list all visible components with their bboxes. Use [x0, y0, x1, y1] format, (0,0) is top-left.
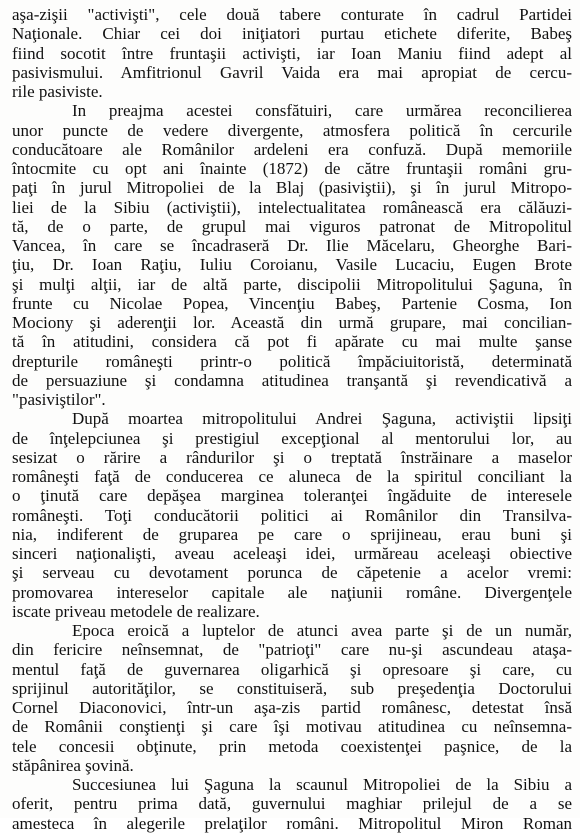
text-line: şi serveau cu devotament porunca de căpetenie a acelor vremi:: [12, 563, 572, 583]
text-line: sinceri naţionalişti, aveau aceleaşi idei, urmăreau aceleaşi obiective: [12, 544, 572, 563]
text-line: Succesiunea lui Şaguna la scaunul Mitropoliei de la Sibiu a: [72, 775, 572, 794]
text-line: tă în atitudini, considera că pot fi apărate cu mai multe şanse: [12, 332, 572, 352]
paragraph: [12, 775, 572, 833]
text-line: nia, indiferent de gruparea pe care o sprijineau, erau buni şi: [12, 524, 572, 544]
text-line: unor puncte de vedere divergente, atmosfera politică în cercurile: [12, 120, 572, 140]
text-line: Epoca eroică a luptelor de atunci avea parte şi de un număr,: [72, 621, 572, 640]
text-line: rile pasiviste.: [12, 82, 103, 101]
paragraph: [12, 5, 572, 101]
text-line: Naţionale. Chiar cei doi iniţiatori purtau etichete diferite, Babeş: [12, 24, 572, 44]
paragraph: [12, 101, 572, 409]
text-line: tele concesii obţinute, prin metoda coexistenţei paşnice, de la: [12, 736, 572, 756]
text-line: paţi în jurul Mitropoliei de la Blaj (pasiviştii), şi în jurul Mitropo-: [12, 178, 572, 198]
text-line: drepturile româneşti printr-o politică împăciuitoristă, determinată: [12, 351, 572, 371]
text-line: amesteca în alegerile prelaţilor români. Mitropolitul Miron Roman: [12, 813, 572, 833]
text-line: Cornel Diaconovici, într-un aşa-zis partid românesc, detestat însă: [12, 698, 572, 717]
text-line: După moartea mitropolitului Andrei Şaguna, activiştii lipsiţi: [72, 409, 572, 429]
text-line: din fericire neînsemnat, de "patrioţi" care nu-şi ascundeau ataşa-: [12, 640, 572, 660]
text-line: Vancea, în care se încadraseră Dr. Ilie Măcelaru, Gheorghe Bari-: [12, 236, 572, 255]
text-line: In preajma acestei consfătuiri, care urmărea reconcilierea: [72, 101, 572, 121]
text-line: sprijinul autorităţilor, se constituiseră, sub preşedenţia Doctorului: [12, 678, 572, 698]
text-line: o ţinută care depăşea marginea toleranţei îngăduite de interesele: [12, 486, 572, 506]
paragraph: [12, 409, 572, 621]
text-line: sesizat o rărire a rândurilor şi o treptată înstrăinare a maselor: [12, 447, 572, 467]
text-line: conducătoare ale Românilor ardeleni era confuză. După memoriile: [12, 139, 572, 159]
text-line: ţiu, Dr. Ioan Raţiu, Iuliu Coroianu, Vasile Lucaciu, Eugen Brote: [12, 255, 572, 275]
text-line: româneşti faţă de conducerea ce aluneca de la spiritul conciliant la: [12, 467, 572, 486]
text-line: de Românii conştienţi şi care îşi motivau atitudinea cu neînsemna-: [12, 717, 572, 737]
text-line: iscate priveau metodele de realizare.: [12, 601, 260, 621]
text-line: oferit, pentru prima dată, guvernului maghiar prilejul de a se: [12, 794, 572, 814]
text-line: aşa-zişii "activişti", cele două tabere conturate în cadrul Partidei: [12, 5, 572, 24]
text-line: frunte cu Nicolae Popea, Vincenţiu Babeş, Partenie Cosma, Ion: [12, 293, 572, 313]
text-line: mentul faţă de guvernarea oligarhică şi opresoare şi care, cu: [12, 659, 572, 679]
text-line: Mociony şi aderenţii lor. Această din urmă grupare, mai concilian-: [12, 313, 572, 332]
text-line: tă, de o parte, de grupul mai viguros patronat de Mitropolitul: [12, 216, 572, 236]
page-text: [12, 5, 572, 833]
text-line: liei de la Sibiu (activiştii), intelectualitatea românească era călăuzi-: [12, 197, 572, 217]
text-line: de persuaziune şi condamna atitudinea tranşantă şi revendicativă a: [12, 370, 572, 390]
text-line: româneşti. Toţi conducătorii politici ai Românilor din Transilva-: [12, 505, 572, 525]
text-line: stăpânirea şovină.: [12, 755, 134, 775]
text-line: fiind socotit între fruntaşii activişti, iar Ioan Maniu fiind adept al: [12, 43, 572, 63]
text-line: de înţelepciunea şi prestigiul excepţional al mentorului lor, au: [12, 428, 572, 448]
text-line: "pasiviştilor".: [12, 390, 106, 409]
text-line: şi mulţi alţii, iar de altă parte, discipolii Mitropolitului Şaguna, în: [12, 274, 572, 294]
text-line: promovarea intereselor capitale ale naţiunii române. Divergenţele: [12, 582, 572, 602]
text-line: pasivismului. Amfitrionul Gavril Vaida era mai apropiat de cercu-: [12, 62, 572, 82]
paragraph: [12, 621, 572, 775]
text-line: întocmite cu opt ani înainte (1872) de către fruntaşii români gru-: [12, 159, 572, 178]
